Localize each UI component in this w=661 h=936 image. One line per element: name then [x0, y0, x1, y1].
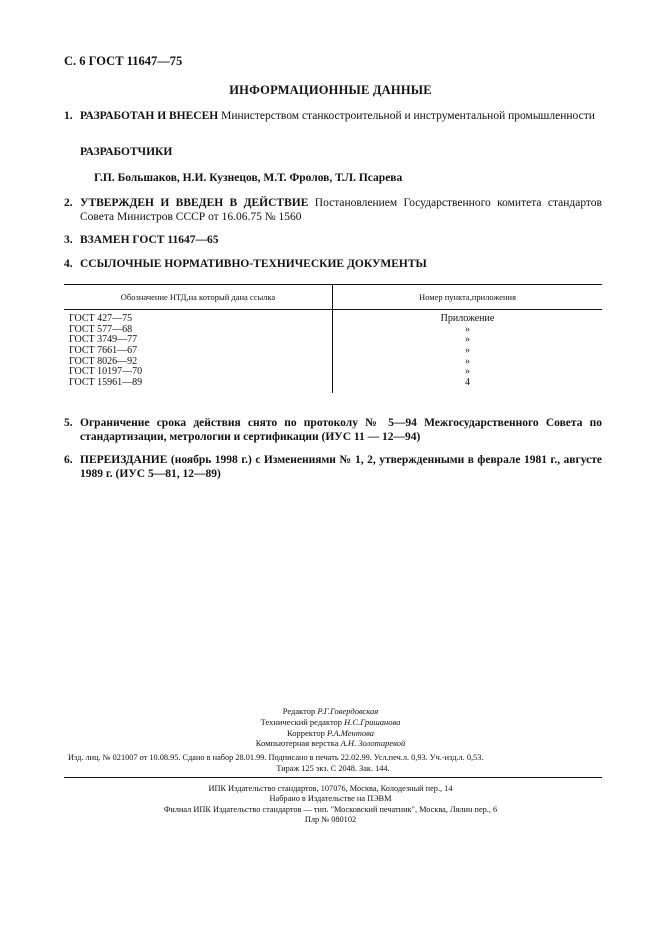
printer-line: Филиал ИПК Издательство стандартов — тип. "Московский печатник", Москва, Лялин пер., 6 — [163, 804, 498, 814]
info-item-1 — [64, 109, 602, 123]
table-cell: ГОСТ 7661—67 — [69, 345, 138, 357]
page-reference: С. 6 ГОСТ 11647—75 — [64, 54, 183, 68]
divider — [64, 777, 602, 778]
item-number: 4. — [64, 258, 73, 270]
developers-heading: РАЗРАБОТЧИКИ — [80, 146, 173, 158]
publishing-line-1: Изд. лиц. № 021007 от 10.08.95. Сдано в набор 28.01.99. Подписано в печать 22.02.99. Усл.печ.л. 0,93. Уч.-изд.л. 0,53. — [68, 753, 484, 762]
item-text: ПЕРЕИЗДАНИЕ (ноябрь 1998 г.) с Изменениями № 1, 2, утвержденными в феврале 1981 г., августе 1989 г. (ИУС 5—81, 12—89) — [80, 454, 602, 480]
publishing-line-2: Тираж 125 экз. С 2048. Зак. 144. — [276, 764, 390, 773]
item-number: 6. — [64, 454, 73, 466]
developers-names: Г.П. Большаков, Н.И. Кузнецов, М.Т. Фролов, Т.Л. Псарева — [94, 172, 403, 184]
info-item-3 — [64, 233, 602, 247]
credit-layout: Компьютерная верстка А.Н. Золотаревой — [255, 738, 406, 749]
printer-info — [0, 784, 661, 826]
table-cell: ГОСТ 3749—77 — [69, 334, 138, 346]
info-item-5 — [64, 416, 602, 444]
table-cell: ГОСТ 8026—92 — [69, 355, 138, 367]
item-heading: ССЫЛОЧНЫЕ НОРМАТИВНО-ТЕХНИЧЕСКИЕ ДОКУМЕНТЫ — [80, 258, 427, 270]
document-title: ИНФОРМАЦИОННЫЕ ДАННЫЕ — [229, 83, 432, 97]
table-cell: » — [465, 366, 470, 378]
item-number: 1. — [64, 110, 73, 122]
table-cell: » — [465, 334, 470, 346]
table-cell: ГОСТ 15961—89 — [69, 377, 143, 389]
item-heading: РАЗРАБОТАН И ВНЕСЕН — [80, 110, 219, 122]
publishing-info — [68, 752, 598, 774]
item-text: Ограничение срока действия снято по протоколу № 5—94 Межгосударственного Совета по стандартизации, метрологии и сертификации (ИУС 11 — 12—94) — [80, 417, 602, 443]
item-heading: УТВЕРЖДЕН И ВВЕДЕН В ДЕЙСТВИЕ — [80, 197, 309, 209]
credit-tech-editor: Технический редактор Н.С.Гришанова — [260, 716, 401, 727]
table-row — [64, 310, 602, 393]
table-cell: Приложение — [440, 313, 495, 324]
item-number: 5. — [64, 417, 73, 429]
item-text: Постановлением Государственного комитета стандартов Совета Министров СССР от 16.06.75 № 1560 — [80, 197, 602, 223]
item-number: 3. — [64, 234, 73, 246]
info-item-6 — [64, 453, 602, 481]
table-cell: » — [465, 355, 470, 367]
item-heading: ВЗАМЕН ГОСТ 11647—65 — [80, 234, 219, 246]
editorial-credits — [0, 706, 661, 749]
item-number: 2. — [64, 197, 73, 209]
credit-editor: Редактор Р.Г.Говердовская — [282, 706, 379, 716]
table-header-designation: Обозначение НТД,на который дана ссылка — [64, 285, 333, 310]
credit-corrector: Корректор Р.А.Ментова — [286, 727, 375, 738]
item-text: Министерством станкостроительной и инструментальной промышленности — [218, 110, 595, 122]
table-header-clause: Номер пункта,приложения — [333, 285, 603, 310]
clause-column — [333, 310, 603, 393]
reference-documents-table — [64, 284, 602, 393]
printer-line: Плр № 080102 — [304, 815, 357, 825]
table-cell: » — [465, 323, 470, 335]
table-cell: 4 — [465, 377, 470, 389]
table-cell: ГОСТ 10197—70 — [69, 366, 143, 378]
info-item-4 — [64, 257, 602, 271]
designation-column — [64, 310, 333, 393]
table-cell: » — [465, 345, 470, 357]
printer-line: Набрано в Издательстве на ПЭВМ — [269, 794, 392, 804]
printer-line: ИПК Издательство стандартов, 107076, Москва, Колодезный пер., 14 — [208, 784, 453, 793]
table-cell: ГОСТ 427—75 — [69, 313, 133, 324]
info-item-2 — [64, 196, 602, 224]
table-cell: ГОСТ 577—68 — [69, 323, 133, 335]
